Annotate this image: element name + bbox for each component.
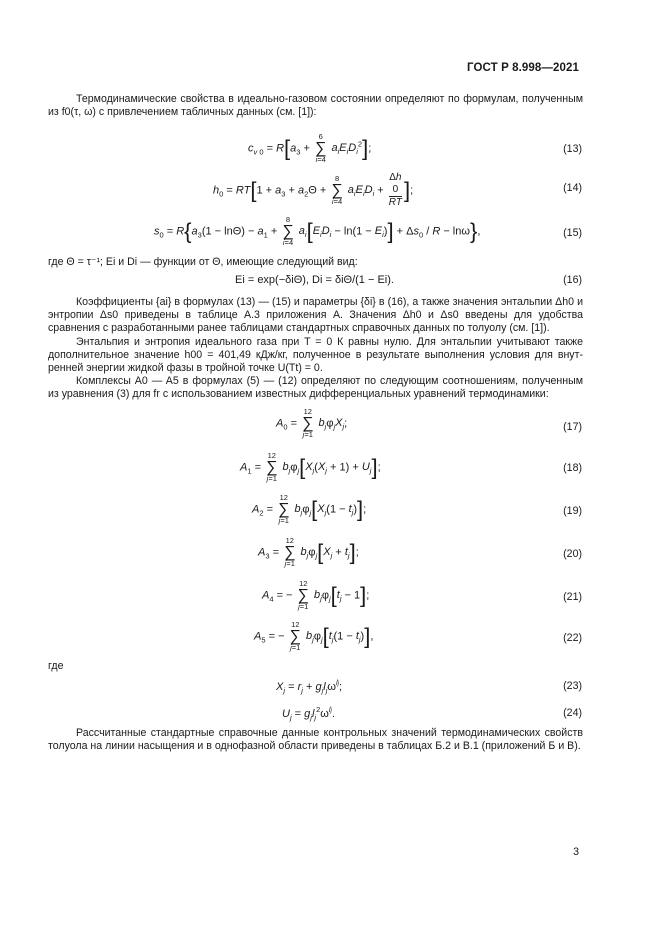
eq20-number: (20): [563, 548, 582, 560]
document-header: ГОСТ Р 8.998—2021: [467, 62, 579, 74]
equation-24: $U_j = g_jl_j^2\omega^{lj}$.: [282, 705, 335, 722]
eq21-number: (21): [563, 591, 582, 603]
equation-14: $h_0 = RT[1 + a_3 + a_2\Theta$ + 8 ∑ i=4 $a_iE_iD_i$ + Δh 0 RT ];: [213, 172, 414, 208]
eq24-number: (24): [563, 707, 582, 719]
conclusion-paragraph: Рассчитанные стандартные справочные данные контрольных значений термодинамических свойств толуола на линии насыщения и в однофазной области приведены в таблицах Б.2 и В.1 (приложений Б и В).: [48, 727, 583, 753]
equation-23: $X_j = r_j + g_jl_j\omega^{lj}$;: [276, 678, 343, 695]
where-theta-text: где Θ = τ⁻¹; Ei и Di — функции от Θ, имеющие следующий вид:: [48, 256, 358, 268]
eq13-number: (13): [563, 143, 582, 155]
equation-15: $s_0 = R\{a_3(1 - \ln\Theta) - a_1$ + 8 ∑ i=4 $a_i[E_iD_i - \ln(1 - E_i)] + \Delta s_0 / R - \ln\omega$},: [154, 215, 481, 247]
coefficients-paragraph: Коэффициенты {ai} в формулах (13) — (15) и параметры {δi} в (16), а также значения энтальпии Δh0 и энтропии Δs0 приведены в таблице А.3 приложения А. Значения Δh0 и Δs0 введены для удобства сравнения с разработанными ранее таблицами стандартных справочных данных по толуолу (см. [1]).: [48, 296, 583, 335]
eq23-number: (23): [563, 680, 582, 692]
equation-19: $A_2$ = 12 ∑ j=1 $b_j\varphi_j[X_j(1 - t_j)]$;: [252, 493, 367, 525]
enthalpy-paragraph: Энтальпия и энтропия идеального газа при T = 0 К равны нулю. Для энтальпии учитывают также дополнительное значение h00 = 401,49 кДж/кг, полученное в результате выполнения условия для внутренней энергии жидкой фазы в тройной точке U(Tt) = 0.: [48, 336, 583, 375]
equation-21: $A_4$ = − 12 ∑ j=1 $b_j\varphi_j[t_j - 1]$;: [262, 579, 370, 611]
eq18-number: (18): [563, 462, 582, 474]
eq17-number: (17): [563, 421, 582, 433]
complexes-paragraph: Комплексы A0 — A5 в формулах (5) — (12) определяют по следующим соотношениям, полученным из уравнения (3) для fr с использованием известных дифференциальных уравнений термодинамики:: [48, 375, 583, 401]
page-number: 3: [573, 846, 579, 858]
equation-18: $A_1$ = 12 ∑ j=1 $b_j\varphi_j[X_j(X_j + 1) + U_j]$;: [240, 451, 381, 483]
eq14-number: (14): [563, 182, 582, 194]
eq15-number: (15): [563, 227, 582, 239]
eq22-number: (22): [563, 632, 582, 644]
equation-20: $A_3$ = 12 ∑ j=1 $b_j\varphi_j[X_j + t_j]$;: [258, 536, 359, 568]
eq16-number: (16): [563, 274, 582, 286]
equation-13: $c_{v 0} = R[a_3$ + 6 ∑ i=4 $a_iE_iD_i^2$];: [248, 132, 372, 164]
equation-17: $A_0$ = 12 ∑ j=1 $b_j\varphi_jX_j$;: [276, 407, 348, 439]
equation-22: $A_5$ = − 12 ∑ j=1 $b_j\varphi_j[t_j(1 - t_j)]$,: [254, 620, 374, 652]
intro-paragraph: Термодинамические свойства в идеально-газовом состоянии определяют по формулам, полученным из f0(τ, ω) с привлечением табличных данных (см. [1]):: [48, 93, 583, 119]
equation-16: Ei = exp(−δiΘ), Di = δiΘ/(1 − Ei).: [235, 274, 394, 286]
where-label: где: [48, 660, 64, 672]
eq19-number: (19): [563, 505, 582, 517]
